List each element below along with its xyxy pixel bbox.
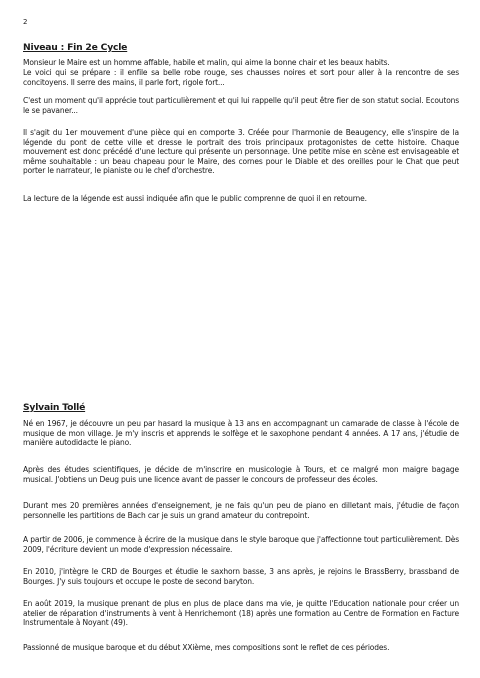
- paragraph: En 2010, j'intègre le CRD de Bourges et étudie le saxhorn basse, 3 ans après, je rejoins le BrassBerry, brassband de Bourges. J'y suis toujours et occupe le poste de second baryton.: [23, 567, 459, 586]
- paragraph: A partir de 2006, je commence à écrire de la musique dans le style baroque que j'affectionne tout particulièrement. Dès 2009, l'écriture devient un mode d'expression nécessaire.: [23, 535, 459, 554]
- section-level-heading: Niveau : Fin 2e Cycle: [23, 42, 128, 53]
- paragraph: Durant mes 20 premières années d'enseignement, je ne fais qu'un peu de piano en dilletant mais, j'étudie de façon personnelle les partitions de Bach car je suis un grand amateur du contrepoint.: [23, 501, 459, 520]
- section-author-heading: Sylvain Tollé: [23, 402, 86, 413]
- paragraph: C'est un moment qu'il apprécie tout particulièrement et qui lui rappelle qu'il peut être fier de son statut social. Ecoutons le se pavaner...: [23, 96, 459, 115]
- paragraph: Monsieur le Maire est un homme affable, habile et malin, qui aime la bonne chair et les beaux habits.: [23, 58, 390, 67]
- paragraph: Passionné de musique baroque et du début XXième, mes compositions sont le reflet de ces périodes.: [23, 643, 390, 652]
- paragraph: En août 2019, la musique prenant de plus en plus de place dans ma vie, je quitte l'Education nationale pour créer un atelier de réparation d'instruments à vent à Henrichemont (18) après une formation au Centre de Formation en Facture Instrumentale à Noyant (49).: [23, 599, 459, 628]
- paragraph: Le voici qui se prépare : il enfile sa belle robe rouge, ses chausses noires et sort pour aller à la rencontre de ses concitoyens. Il serre des mains, il parle fort, rigole fort...: [23, 68, 459, 87]
- paragraph: Après des études scientifiques, je décide de m'inscrire en musicologie à Tours, et ce malgré mon maigre bagage musical. J'obtiens un Deug puis une licence avant de passer le concours de professeur des écoles.: [23, 465, 459, 484]
- paragraph: Il s'agit du 1er mouvement d'une pièce qui en comporte 3. Créée pour l'harmonie de Beaugency, elle s'inspire de la légende du pont de cette ville et dresse le portrait des trois principaux protagonistes de cette histoire. Chaque mouvement est donc précédé d'une lecture qui présente un personnage. Une petite mise en scène est envisageable et même souhaitable : un beau chapeau pour le Maire, des cornes pour le Diable et des oreilles pour le Chat que peut porter le narrateur, le pianiste ou le chef d'orchestre.: [23, 128, 459, 176]
- paragraph: Né en 1967, je découvre un peu par hasard la musique à 13 ans en accompagnant un camarade de classe à l'école de musique de mon village. Je m'y inscris et apprends le solfège et le saxophone pendant 4 années. A 17 ans, j'étudie de manière autodidacte le piano.: [23, 419, 459, 448]
- page-number: 2: [23, 18, 28, 26]
- paragraph: La lecture de la légende est aussi indiquée afin que le public comprenne de quoi il en retourne.: [23, 194, 367, 203]
